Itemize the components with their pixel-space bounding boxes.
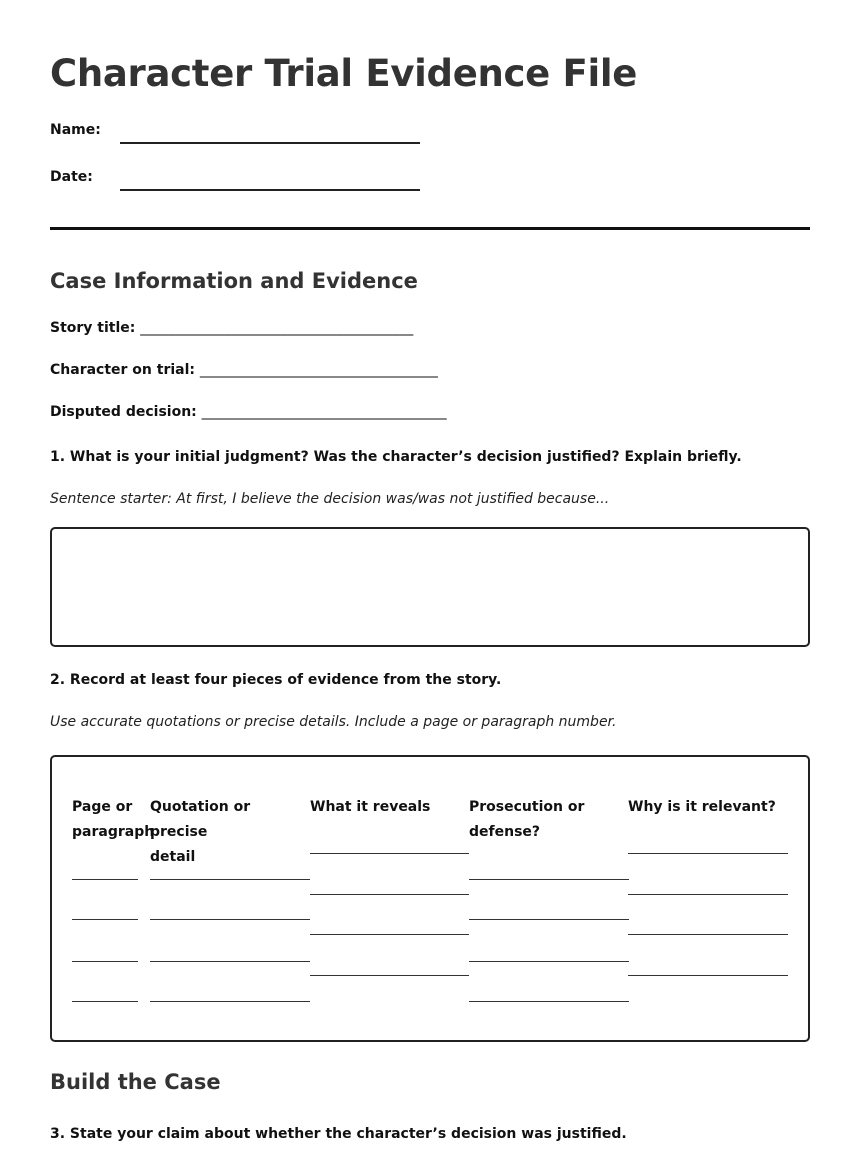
answer-line[interactable] xyxy=(628,894,788,895)
disputed-decision-field[interactable] xyxy=(50,404,447,420)
date-label: Date: xyxy=(50,169,93,185)
column-header-line2: paragraph xyxy=(72,824,155,840)
character-on-trial-field[interactable] xyxy=(50,362,438,378)
story-title-label: Story title: xyxy=(50,320,136,336)
column-why-relevant xyxy=(628,795,788,820)
answer-line[interactable] xyxy=(469,879,629,880)
character-on-trial-blank[interactable]: __________________________________ xyxy=(199,362,438,378)
date-field[interactable] xyxy=(50,169,450,193)
column-header-line1: Quotation or precise xyxy=(150,799,251,840)
build-the-case-heading: Build the Case xyxy=(50,1070,221,1094)
answer-line[interactable] xyxy=(310,894,469,895)
column-header-line1: Page or xyxy=(72,799,133,815)
evidence-table xyxy=(50,755,810,1042)
column-header-line2: defense? xyxy=(469,824,541,840)
disputed-decision-label: Disputed decision: xyxy=(50,404,197,420)
name-input-line[interactable] xyxy=(120,142,420,144)
answer-line[interactable] xyxy=(628,934,788,935)
answer-line[interactable] xyxy=(150,961,310,962)
column-page-or-paragraph xyxy=(72,795,155,845)
answer-line[interactable] xyxy=(310,975,469,976)
character-on-trial-label: Character on trial: xyxy=(50,362,196,378)
header-divider xyxy=(50,227,810,230)
answer-line[interactable] xyxy=(310,934,469,935)
story-title-field[interactable] xyxy=(50,320,413,336)
column-prosecution-or-defense xyxy=(469,795,629,845)
column-what-it-reveals xyxy=(310,795,470,820)
answer-line[interactable] xyxy=(150,919,310,920)
case-information-heading: Case Information and Evidence xyxy=(50,269,418,293)
answer-line[interactable] xyxy=(72,1001,138,1002)
answer-line[interactable] xyxy=(469,1001,629,1002)
column-header-line2: detail xyxy=(150,849,196,865)
column-header-line1: What it reveals xyxy=(310,799,431,815)
answer-line[interactable] xyxy=(72,879,138,880)
answer-line[interactable] xyxy=(72,919,138,920)
disputed-decision-blank[interactable]: ___________________________________ xyxy=(201,404,447,420)
story-title-blank[interactable]: _______________________________________ xyxy=(140,320,414,336)
answer-line[interactable] xyxy=(469,919,629,920)
worksheet-title: Character Trial Evidence File xyxy=(50,52,638,95)
question-1-hint: Sentence starter: At first, I believe the decision was/was not justified because... xyxy=(50,491,610,507)
question-1: 1. What is your initial judgment? Was the character’s decision justified? Explain briefly. xyxy=(50,449,742,465)
answer-line[interactable] xyxy=(310,853,469,854)
answer-line[interactable] xyxy=(628,853,788,854)
answer-line[interactable] xyxy=(469,961,629,962)
column-quotation xyxy=(150,795,310,870)
question-3: 3. State your claim about whether the character’s decision was justified. xyxy=(50,1126,627,1142)
answer-line[interactable] xyxy=(628,975,788,976)
column-header-line1: Why is it relevant? xyxy=(628,799,776,815)
answer-line[interactable] xyxy=(72,961,138,962)
question-2: 2. Record at least four pieces of evidence from the story. xyxy=(50,672,502,688)
question-2-hint: Use accurate quotations or precise details. Include a page or paragraph number. xyxy=(50,714,617,730)
answer-line[interactable] xyxy=(150,1001,310,1002)
name-field[interactable] xyxy=(50,122,450,146)
initial-judgment-answer-box[interactable] xyxy=(50,527,810,647)
answer-line[interactable] xyxy=(150,879,310,880)
date-input-line[interactable] xyxy=(120,189,420,191)
column-header-line1: Prosecution or xyxy=(469,799,585,815)
name-label: Name: xyxy=(50,122,101,138)
